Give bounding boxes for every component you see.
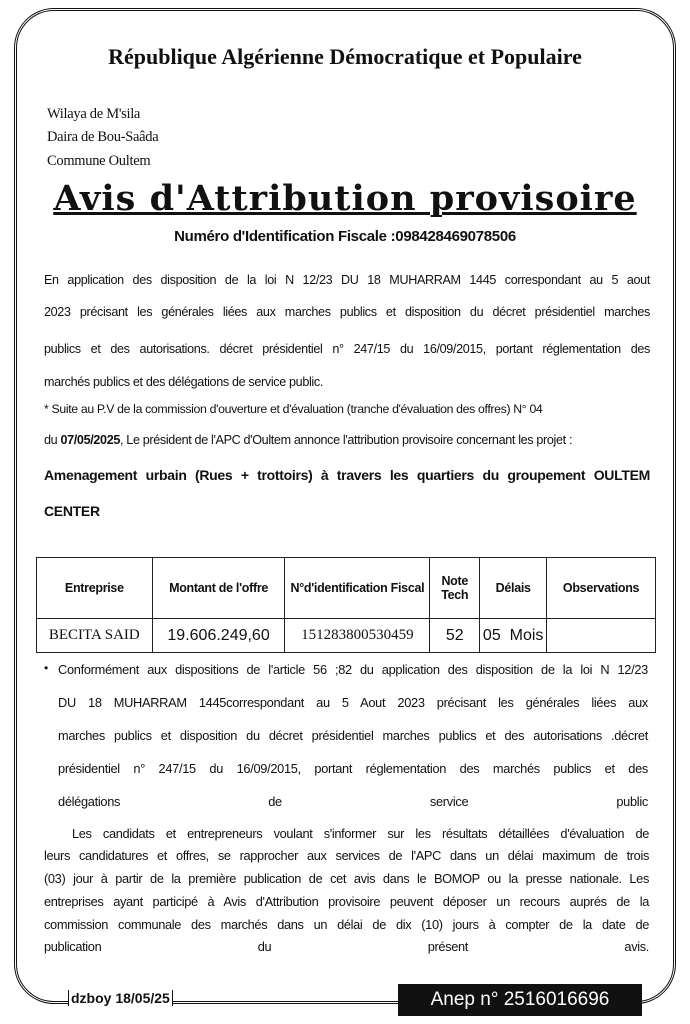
- intro-line: marchés publics et des délégations de service public.: [44, 375, 323, 389]
- wilaya: Wilaya de M'sila: [47, 106, 141, 122]
- table-header-row: [37, 558, 656, 619]
- commune: Commune Oultem: [47, 153, 151, 169]
- cell-fiscal-id: 151283800530459: [285, 619, 430, 653]
- suite-text: du: [44, 433, 61, 447]
- bullet-line: Conformément aux dispositions de l'article 56 ;82 du application des disposition de la loi N 12/23: [58, 662, 648, 677]
- col-header: Montant de l'offre: [152, 558, 285, 619]
- col-header: Observations: [547, 558, 656, 619]
- suite-text: , Le président de l'APC d'Oultem annonce l'attribution provisoire concernant les projet :: [120, 433, 573, 447]
- daira: Daira de Bou-Saâda: [47, 129, 159, 145]
- intro-line: En application des disposition de la loi N 12/23 DU 18 MUHARRAM 1445 correspondant au 5 aout: [44, 273, 650, 287]
- closing-line: publication du présent avis.: [44, 939, 649, 954]
- closing-line: (03) jour à partir de la première publication de cet avis dans le BOMOP ou la presse nationale. Les: [44, 871, 649, 886]
- suite-line-2: [44, 433, 650, 447]
- fiscal-id: Numéro d'Identification Fiscale :098428469078506: [174, 228, 516, 245]
- col-header: Délais: [480, 558, 547, 619]
- anep-number: Anep n° 2516016696: [398, 984, 642, 1016]
- closing-line: entreprises ayant participé à Avis d'Attribution provisoire peuvent déposer un recours auprés de la: [44, 894, 649, 909]
- project-title: Amenagement urbain (Rues + trottoirs) à travers les quartiers du groupement OULTEM: [44, 467, 650, 483]
- cell-note: 52: [430, 619, 480, 653]
- project-title-2: CENTER: [44, 503, 100, 519]
- col-header: Note Tech: [430, 558, 480, 619]
- col-header: N°d'identification Fiscal: [285, 558, 430, 619]
- bullet-line: délégations de service public: [58, 794, 648, 809]
- bullet-line: DU 18 MUHARRAM 1445correspondant au 5 Aout 2023 précisant les générales liées aux: [58, 695, 648, 710]
- award-table: [36, 557, 656, 653]
- bullet-line: présidentiel n° 247/15 du 16/09/2015, portant réglementation des marchés publics et des: [58, 761, 648, 776]
- col-header: Entreprise: [37, 558, 153, 619]
- closing-line: commission communale des marchés dans un délai de dix (10) jours à compter de la date de: [44, 917, 649, 932]
- bullet-icon: •: [44, 661, 49, 675]
- cell-observations: [547, 619, 656, 653]
- intro-line: publics et des autorisations. décret présidentiel n° 247/15 du 16/09/2015, portant réglementation des: [44, 342, 650, 356]
- cell-delay: 05 Mois: [480, 619, 547, 653]
- closing-line: leurs candidatures et offres, se rapprocher aux services de l'APC dans un délai maximum de trois: [44, 848, 649, 863]
- table-row: [37, 619, 656, 653]
- pv-date: 07/05/2025: [60, 433, 120, 447]
- cell-company: BECITA SAID: [37, 619, 153, 653]
- intro-line: 2023 précisant les générales liées aux marches publics et disposition du décret présidentiel marches: [44, 305, 650, 319]
- cell-amount: 19.606.249,60: [152, 619, 285, 653]
- country-title: République Algérienne Démocratique et Populaire: [108, 44, 582, 69]
- closing-line: Les candidats et entrepreneurs voulant s'informer sur les résultats détaillées d'évaluation de: [72, 826, 649, 841]
- bullet-line: marches publics et disposition du décret présidentiel marches publics et des autorisations .décret: [58, 728, 648, 743]
- notice-heading: Avis d'Attribution provisoire: [53, 178, 637, 219]
- publication-stamp: dzboy 18/05/25: [68, 990, 173, 1006]
- suite-line: * Suite au P.V de la commission d'ouverture et d'évaluation (tranche d'évaluation des offres) N° 04: [44, 402, 543, 416]
